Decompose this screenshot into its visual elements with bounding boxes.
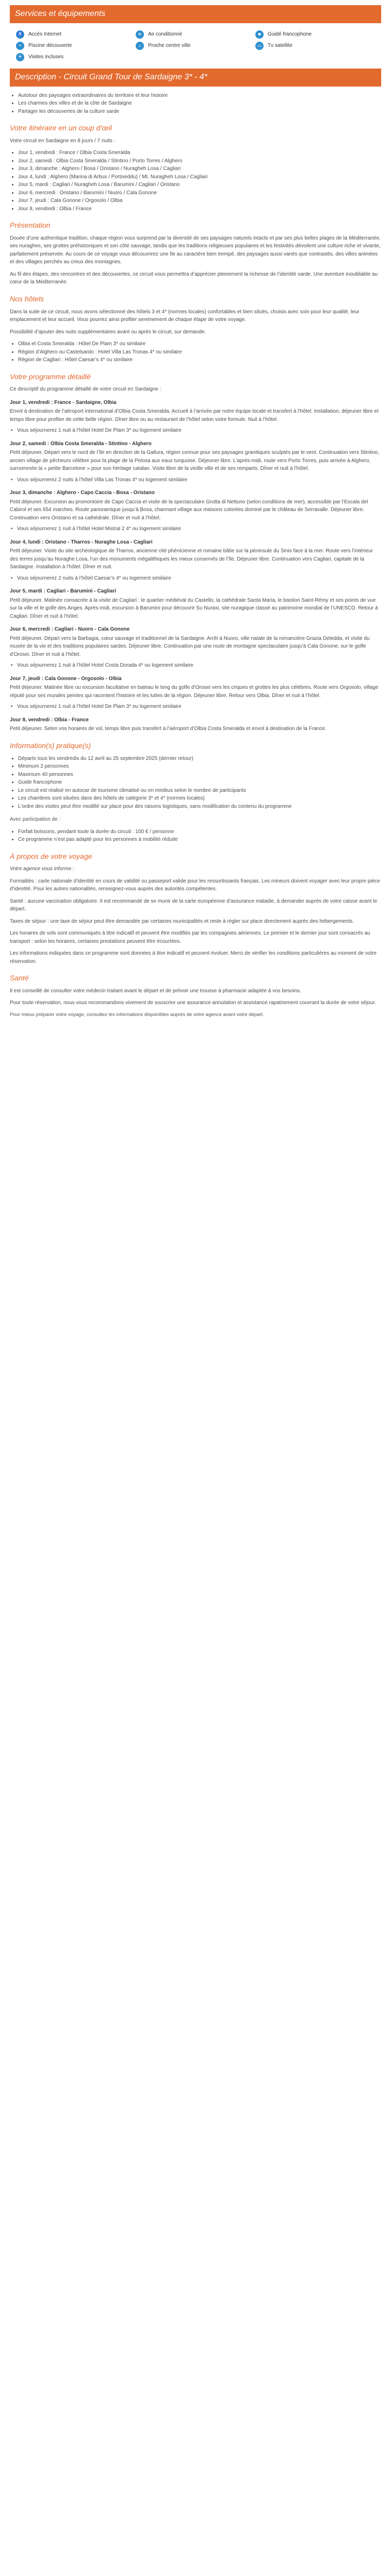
service-label: Tv satellite bbox=[268, 43, 292, 49]
conditions-title: Santé bbox=[10, 974, 29, 982]
guide-icon: ☻ bbox=[255, 30, 264, 39]
info-item: • Minimum 2 personnes bbox=[18, 762, 381, 771]
service-item bbox=[255, 42, 375, 50]
about-paragraph: Santé : aucune vaccination obligatoire. Il est recommandé de se munir de la carte européenne d’assurance maladie, à demander auprès de votre caisse avant le départ. bbox=[10, 898, 378, 912]
service-label: Proche centre ville bbox=[148, 43, 191, 49]
hotels-title: Nos hôtels bbox=[10, 294, 44, 303]
itinerary-item: • Jour 8, vendredi : Olbia / France bbox=[18, 205, 381, 213]
about-intro: Votre agence vous informe : bbox=[10, 866, 74, 872]
info-item: • Maximum 40 personnes bbox=[18, 771, 381, 779]
day-body: Petit déjeuner. Départ vers le nord de l’île en direction de la Gallura, région connue pour ses paysages granitiques sculptés par le vent. Continuation vers Stintino, ancien village de pêcheurs célèbre pour la plage de la Pelosa aux eaux turquoise. Déjeuner libre. L’après-midi, route vers Porto Torres, puis arrivée à Alghero, surnommée la « petite Barcelone » pour son héritage catalan. Visite libre de la vieille ville et de ses remparts. Dîner et nuit à l’hôtel. bbox=[10, 450, 379, 472]
day-body: Petit déjeuner. Excursion au promontoire de Capo Caccia et visite de la spectaculaire Grotta di Nettuno (selon conditions de mer), accessible par l’Escala del Cabirol et ses 654 marches. Route panoramique jusqu’à Bosa, charmant village aux maisons colorées dominé par le château de Serravalle. Déjeuner libre. Continuation vers Oristano et sa cathédrale. Dîner et nuit à l’hôtel. bbox=[10, 499, 368, 521]
presentation-paragraph: Au fil des étapes, des rencontres et des découvertes, ce circuit vous permettra d’apprécier pleinement la richesse de l’identité sarde. Une aventure inoubliable au cœur de la Méditerranée. bbox=[10, 271, 378, 285]
programme-intro: Ce descriptif du programme détaillé de votre circuit en Sardaigne : bbox=[10, 386, 161, 393]
day-title: Jour 7, jeudi : Cala Gonone - Orgosolo - Olbia bbox=[10, 675, 122, 682]
info-item: • Les chambres sont situées dans des hôtels de catégorie 3* et 4* (normes locales) bbox=[18, 794, 381, 803]
hotel-item: • Olbia et Costa Smeralda : Hôtel De Plam 3* ou similaire bbox=[18, 340, 381, 348]
info-item: • Le circuit est réalisé en autocar de tourisme climatisé ou en minibus selon le nombre de participants bbox=[18, 787, 381, 795]
description-header: Description - Circuit Grand Tour de Sardaigne 3* - 4* bbox=[10, 69, 381, 87]
days-list bbox=[10, 399, 381, 733]
conditions-paragraph: Pour toute réservation, nous vous recommandons vivement de souscrire une assurance annulation et assistance rapatriement couvrant la durée de votre séjour. bbox=[10, 1000, 376, 1006]
service-item bbox=[136, 30, 255, 39]
presentation-paragraph: Douée d’une authentique tradition, chaque région vous surprend par la diversité de ses paysages naturels intacts et par ses plus belles plages de la Méditerranée, ses nuraghes, ses grottes préhistoriques et son côté sauvage, tandis que les traditions religieuses populaires et les festivités dévoilent une culture riche et vivante, parfaitement préservée. Au cours de ce voyage vous découvrirez une île au caractère bien trempé, des paysages aussi variés que contrastés, des villes animées et des villages perchés au creux des montagnes. bbox=[10, 235, 381, 265]
info-item: • Départs tous les vendredis du 12 avril au 25 septembre 2025 (dernier retour) bbox=[18, 755, 381, 763]
presentation-text bbox=[10, 234, 381, 286]
info-title: Information(s) pratique(s) bbox=[10, 741, 91, 750]
service-item bbox=[255, 30, 375, 39]
service-item bbox=[136, 42, 255, 50]
feature-item: • Les charmes des villes et de la côte de Sardaigne bbox=[18, 99, 381, 108]
page bbox=[10, 0, 381, 1038]
itinerary-item: • Jour 3, dimanche : Alghero / Bosa / Oristano / Nuragheh Losa / Cagliari bbox=[18, 165, 381, 173]
about-paragraph: Les informations indiquées dans ce programme sont données à titre indicatif et peuvent évoluer. Merci de vérifier les conditions particulières au moment de votre réservation. bbox=[10, 951, 377, 964]
day-hotel-note: • Vous séjournerez 2 nuits à l’hôtel Villa Las Tronas 4* ou logement similaire bbox=[10, 476, 381, 484]
day-title: Jour 1, vendredi : France - Sardaigne, Olbia bbox=[10, 399, 117, 405]
service-label: Guidé francophone bbox=[268, 31, 312, 38]
day-body: Petit déjeuner. Selon vos horaires de vol, temps libre puis transfert à l’aéroport d’Olbia Costa Smeralda et envol à destination de la France. bbox=[10, 726, 327, 732]
day-body: Petit déjeuner. Matinée libre ou excursion facultative en bateau le long du golfe d’Orosei vers les criques et grottes les plus célèbres. Route vers Orgosolo, village réputé pour ses murales peintes qui racontent l’histoire et les luttes de la région. Déjeuner libre. Retour vers Olbia. Dîner et nuit à l’hôtel. bbox=[10, 685, 379, 699]
itinerary-intro: Votre circuit en Sardaigne en 8 jours / 7 nuits : bbox=[10, 138, 116, 144]
itinerary-item: • Jour 6, mercredi : Oristano / Barumini / Nuoro / Cala Gonone bbox=[18, 189, 381, 197]
about-paragraph: Formalités : carte nationale d’identité en cours de validité ou passeport valide pour les ressortissants français. Les mineurs doivent voyager avec leur propre pièce d’identité. Pour les autres nationalités, renseignez-vous auprès des autorités compétentes. bbox=[10, 878, 380, 892]
about-paragraph: Taxes de séjour : une taxe de séjour peut être demandée par certaines municipalités et reste à régler sur place directement auprès des hébergements. bbox=[10, 918, 354, 924]
hotels-paragraph: Possibilité d’ajouter des nuits supplémentaires avant ou après le circuit, sur demande. bbox=[10, 329, 206, 335]
itinerary-item: • Jour 2, samedi : Olbia Costa Smeralda / Stintino / Porto Torres / Alghero bbox=[18, 157, 381, 165]
day-body: Petit déjeuner. Départ vers la Barbagia, cœur sauvage et traditionnel de la Sardaigne. Arrêt à Nuoro, ville natale de la romancière Grazia Deledda, et visite du musée de la vie et des traditions populaires sardes. Déjeuner libre. Continuation par une route de montagne spectaculaire jusqu’à Cala Gonone, sur le golfe d’Orosei. Dîner et nuit à l’hôtel. bbox=[10, 635, 370, 657]
day-hotel-note: • Vous séjournerez 1 nuit à l’hôtel Hotel De Plam 3* ou logement similaire bbox=[10, 427, 381, 435]
day-hotel-note: • Vous séjournerez 2 nuits à l’hôtel Caesar’s 4* ou logement similaire bbox=[10, 574, 381, 583]
participants-title: Avec participation de : bbox=[10, 817, 61, 823]
hotels-text bbox=[10, 308, 381, 336]
itinerary-item: • Jour 7, jeudi : Cala Gonone / Orgosolo / Olbia bbox=[18, 197, 381, 205]
final-note: Pour mieux préparer votre voyage, consultez les informations disponibles auprès de votre agence avant votre départ. bbox=[10, 1011, 264, 1018]
hotel-item: • Région d’Alghero ou Castelsardo : Hotel Villa Las Tronas 4* ou similaire bbox=[18, 348, 381, 357]
hotels-paragraph: Dans la suite de ce circuit, nous avons sélectionné des hôtels 3 et 4* (normes locales) confortables et bien situés, choisis avec soin pour leur qualité, leur emplacement et leur accueil. Vous pourrez ainsi profiter sereinement de chaque étape de votre voyage. bbox=[10, 309, 360, 323]
itinerary-item: • Jour 4, lundi : Alghero (Marina di Arbus / Portixeddu) / Mt. Nuragheh Losa / Cagliari bbox=[18, 173, 381, 181]
day-title: Jour 5, mardi : Cagliari - Barumini - Cagliari bbox=[10, 588, 117, 595]
info-item: • Guide francophone bbox=[18, 778, 381, 787]
service-label: Visites incluses bbox=[28, 54, 64, 60]
day-hotel-note: • Vous séjournerez 1 nuit à l’hôtel Hotel Mistral 2 4* ou logement similaire bbox=[10, 525, 381, 533]
day-hotel-note: • Vous séjournerez 1 nuit à l’hôtel Hotel De Plam 3* ou logement similaire bbox=[10, 703, 381, 711]
participants-list bbox=[10, 828, 381, 844]
service-item bbox=[16, 42, 136, 50]
info-item: • L’ordre des visites peut être modifié sur place pour des raisons logistiques, sans modification du contenu du programme bbox=[18, 803, 381, 811]
service-label: Air conditionné bbox=[148, 31, 183, 38]
wheelchair-icon: ♿ bbox=[16, 30, 24, 39]
day-body: Envol à destination de l’aéroport international d’Olbia Costa Smeralda. Accueil à l’arrivée par notre équipe locale et transfert à l’hôtel. Installation, déjeuner libre et temps libre pour profiter de cette belle région. Dîner libre ou au restaurant de l’hôtel selon votre formule. Nuit à l’hôtel. bbox=[10, 409, 379, 422]
presentation-title: Présentation bbox=[10, 221, 51, 230]
day-hotel-note: • Vous séjournerez 1 nuit à l’hôtel Hotel Costa Dorada 4* ou logement similaire bbox=[10, 662, 381, 670]
feature-item: • Partager les découvertes de la culture sarde bbox=[18, 108, 381, 116]
service-label: Piscine découverte bbox=[28, 43, 72, 49]
feature-item: • Autotour des paysages extraordinaires du territoire et leur histoire bbox=[18, 92, 381, 100]
features-list bbox=[10, 92, 381, 116]
visit-icon: ✈ bbox=[16, 53, 24, 61]
programme-title: Votre programme détaillé bbox=[10, 372, 91, 381]
itinerary-item: • Jour 1, vendredi : France / Olbia Costa Smeralda bbox=[18, 149, 381, 157]
participant-item: • Forfait boissons, pendant toute la durée du circuit : 100 € / personne bbox=[18, 828, 381, 836]
itinerary-list bbox=[10, 149, 381, 213]
hotel-item: • Région de Cagliari : Hôtel Caesar’s 4* ou similaire bbox=[18, 356, 381, 364]
service-item bbox=[16, 30, 136, 39]
info-list bbox=[10, 755, 381, 811]
pool-icon: ≈ bbox=[16, 42, 24, 50]
day-body: Petit déjeuner. Visite du site archéologique de Tharros, ancienne cité phénicienne et romaine bâtie sur la péninsule du Sinis face à la mer. Route vers l’intérieur des terres jusqu’au Nuraghe Losa, l’un des monuments mégalithiques les mieux conservés de l’île. Déjeuner libre. Continuation vers Cagliari, capitale de la Sardaigne. Installation à l’hôtel. Dîner et nuit. bbox=[10, 548, 373, 570]
about-paragraph: Les horaires de vols sont communiqués à titre indicatif et peuvent être modifiés par les compagnies aériennes. Le premier et le dernier jour sont consacrés au transport : selon les horaires, certaines prestations peuvent être écourtées. bbox=[10, 930, 370, 944]
day-title: Jour 4, lundi : Oristano - Tharros - Nuraghe Losa - Cagliari bbox=[10, 539, 153, 545]
wifi-icon: ≋ bbox=[136, 30, 144, 39]
tv-icon: ▭ bbox=[255, 42, 264, 50]
services-grid bbox=[10, 28, 381, 65]
day-title: Jour 6, mercredi : Cagliari - Nuoro - Cala Gonone bbox=[10, 626, 130, 633]
about-title: À propos de votre voyage bbox=[10, 852, 92, 860]
beach-icon: ☼ bbox=[136, 42, 144, 50]
day-body: Petit déjeuner. Matinée consacrée à la visite de Cagliari : le quartier médiéval du Castello, la cathédrale Santa Maria, le bastion Saint-Rémy et ses points de vue sur la ville et le golfe des Anges. Après-midi, excursion à Barumini pour découvrir Su Nuraxi, site nuragique classé au patrimoine mondial de l’UNESCO. Retour à Cagliari. Dîner et nuit à l’hôtel. bbox=[10, 597, 378, 619]
about-text bbox=[10, 877, 381, 966]
conditions-text bbox=[10, 987, 381, 1007]
hotels-list bbox=[10, 340, 381, 364]
participant-item: • Ce programme n’est pas adapté pour les personnes à mobilité réduite bbox=[18, 836, 381, 844]
itinerary-title: Votre itinéraire en un coup d’œil bbox=[10, 124, 112, 132]
day-title: Jour 8, vendredi : Olbia - France bbox=[10, 717, 89, 723]
service-item bbox=[16, 53, 136, 61]
service-label: Accès Internet bbox=[28, 31, 61, 38]
conditions-paragraph: Il est conseillé de consulter votre médecin traitant avant le départ et de prévoir une trousse à pharmacie adaptée à vos besoins. bbox=[10, 988, 301, 994]
day-title: Jour 2, samedi : Olbia Costa Smeralda - Stintino - Alghero bbox=[10, 440, 152, 447]
services-header: Services et équipements bbox=[10, 5, 381, 23]
day-title: Jour 3, dimanche : Alghero - Capo Caccia - Bosa - Oristano bbox=[10, 490, 155, 496]
itinerary-item: • Jour 5, mardi : Cagliari / Nuragheh Losa / Barumini / Cagliari / Oristano bbox=[18, 181, 381, 189]
footer-space bbox=[10, 1022, 381, 1038]
